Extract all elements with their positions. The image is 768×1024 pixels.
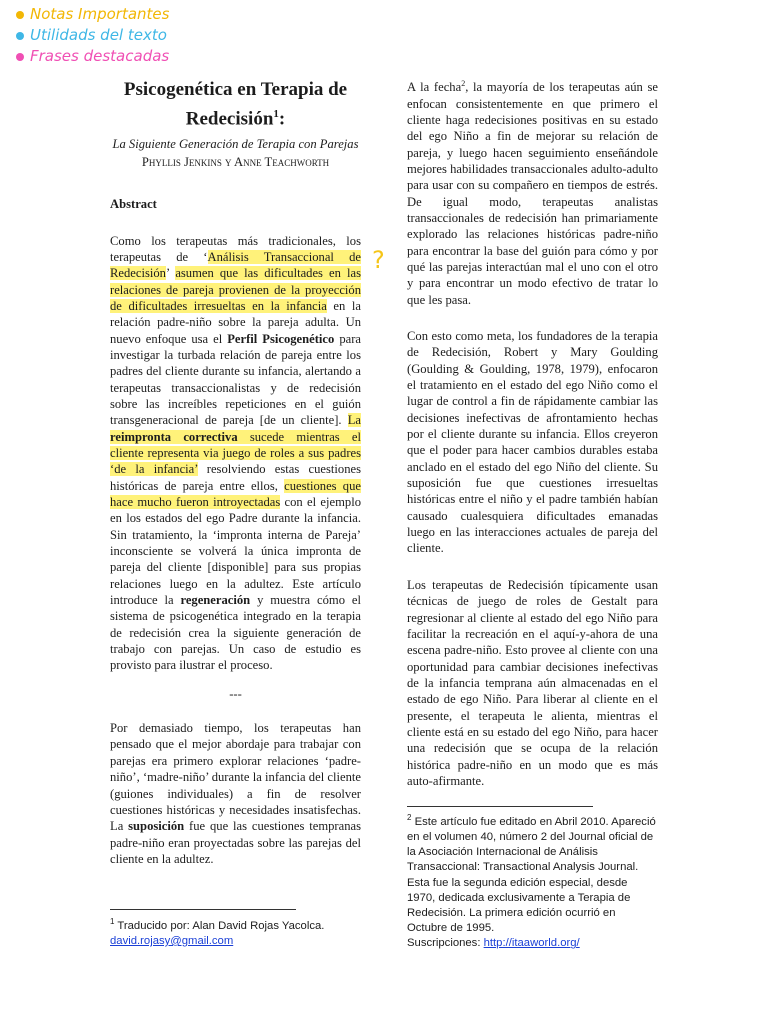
legend-item-important xyxy=(16,4,169,25)
section-separator: --- xyxy=(229,686,242,701)
right-column xyxy=(407,76,658,789)
abstract-heading: Abstract xyxy=(110,197,157,212)
text-run: y muestra cómo el sistema de psicogenética integrado en la terapia de redecisión crea la siguiente generación de trabajo con parejas. Un caso de estudio es provisto para ilustrar el proceso. xyxy=(110,593,361,673)
question-mark-annotation: ? xyxy=(372,246,385,274)
footnote-divider xyxy=(110,909,296,910)
legend-label: Notas Importantes xyxy=(30,5,170,23)
legend-item-utilities xyxy=(16,25,169,46)
bold-term: regeneración xyxy=(180,593,251,608)
text-run: , la mayoría de los terapeutas aún se enfocan consistentemente en que primero el cliente haga redecisiones positivas en su estado del ego Niño a fin de mejorar su relación de pareja, y luego hacen seguimiento enseñándole mejores habilidades transaccionales adulto-adulto para usar con su compañero en tiempos de estrés. De igual modo, terapeutas analistas transaccionales de redecisión han primariamente explorado las relaciones históricas padre-niño para encontrar la base del guión para cómo y por qué las parejas interactúan mal el uno con el otro y para encontrar un modo efectivo de tratar lo que les pasa. xyxy=(407,80,659,307)
yellow-dot-icon xyxy=(16,11,24,19)
bold-term: suposición xyxy=(128,819,185,834)
article-subtitle: La Siguiente Generación de Terapia con Parejas xyxy=(112,137,359,152)
blue-dot-icon xyxy=(16,32,24,40)
abstract-paragraph xyxy=(110,233,361,674)
pink-dot-icon xyxy=(16,53,24,61)
legend-label: Frases destacadas xyxy=(30,47,170,65)
footnote-1: $^1$ Traducido por: Alan David Rojas Yacolca. david.rojasy@gmail.com xyxy=(110,917,325,947)
text-run: Los terapeutas de Redecisión típicamente usan técnicas de juego de roles de Gestalt para regresionar al cliente al estado del ego Niño para facilitar la recreación en el aquí-y-ahora de una escena padre-niño. Esto provee al cliente con una oportunidad para cambiar decisiones inefectivas de la infancia temprana aún almacenadas en el estado de ego Niño. Para liberar al cliente en el presente, el terapeuta le alienta, mientras el cliente está en su estado del ego Niño, para hacer una redecisión que se ocupa de la relación histórica padre-niño en un modo que es más auto-afirmante. xyxy=(407,577,658,788)
text-run: con el ejemplo en los estados del ego Padre durante la infancia. Sin tratamiento, la ‘impronta interna de Pareja’ inconsciente se volverá la única impronta de pareja del cliente [disponible] para sus propias relaciones luego en la adultez. Este artículo introduce la xyxy=(110,495,361,608)
text-run: ’ xyxy=(165,266,176,281)
article-title: Psicogenética en Terapia de Redecisión$^1$: xyxy=(123,79,348,130)
bold-term: Perfil Psicogenético xyxy=(227,331,335,346)
body-paragraph xyxy=(110,720,361,867)
text-run: Por demasiado tiempo, los terapeutas han pensado que el mejor abordaje para trabajar con parejas era primero explorar relaciones ‘padre-niño’, ‘madre-niño’ durante la infancia del cliente (guiones individuales) a fin de resolver cuestiones históricas y necesidades insatisfechas. La xyxy=(110,721,361,834)
footnote-divider xyxy=(407,806,593,807)
body-paragraph xyxy=(407,328,658,557)
text-run: en la relación padre-niño sobre la pareja adulta. Un nuevo enfoque usa el xyxy=(110,298,361,346)
footnote-ref[interactable]: 2 xyxy=(461,79,466,88)
text-run: Con esto como meta, los fundadores de la terapia de Redecisión, Robert y Mary Goulding (Goulding & Goulding, 1978, 1979), enfocaron el tratamiento en el estado del ego Niño como el lugar de control a fin de rápidamente cambiar las decisiones inefectivas de afrontamiento hechas por el cliente durante su infancia. Ellos creyeron que el poder para hacer cambios durables estaba anclado en el estado del ego Niño del cliente. Su suposición fue que cuestiones irresueltas históricas entre el niño y el padre también habían causado cualesquiera dificultades emanadas luego en las interacciones actuales de pareja del cliente. xyxy=(407,329,658,556)
footnote-ref[interactable]: 1 xyxy=(273,108,279,120)
highlighted-text: La xyxy=(347,413,361,428)
legend-label: Utilidads del texto xyxy=(30,26,167,44)
article-authors: Phyllis Jenkins y Anne Teachworth xyxy=(141,154,330,169)
email-link[interactable]: david.rojasy@gmail.com xyxy=(110,934,234,947)
left-column xyxy=(110,76,361,867)
text-run: Como los terapeutas más tradicionales, los terapeutas de ‘ xyxy=(110,233,361,264)
subscriptions-link[interactable]: http://itaaworld.org/ xyxy=(483,937,580,950)
highlighted-text: Análisis Transaccional de Redecisión xyxy=(110,249,361,281)
highlighted-bold-text: reimpronta correctiva xyxy=(110,429,238,444)
legend-item-phrases xyxy=(16,46,169,67)
text-run: A la fecha xyxy=(407,80,462,95)
footnote-2: $^2$ Este artículo fue editado en Abril 2010. Apareció en el volumen 40, número 2 del Journal oficial de la Asociación Internacional de Análisis Transaccional: Transactional Analysis Journal. Esta fue la segunda edición especial, desde 1970, dedicada exclusivamente a Terapia de Redecisión. La primera edición ocurrió en Octubre de 1995. Suscripciones: http://itaaworld.org/ xyxy=(407,813,656,950)
text-run: fue que las cuestiones tempranas padre-niño eran proyectadas sobre las parejas del cliente en la adultez. xyxy=(110,819,361,866)
annotation-legend xyxy=(16,4,169,67)
body-paragraph xyxy=(407,76,658,308)
body-paragraph xyxy=(407,577,658,789)
text-run: para investigar la turbada relación de pareja entre los padres del cliente durante su infancia, alertando a terapeutas transaccionalistas y de redecisión sobre las increíbles repeticiones en el guión transgeneracional de pareja [de un cliente]. xyxy=(110,331,361,428)
text-run: resolviendo estas cuestiones históricas de pareja entre ellos, xyxy=(110,462,361,493)
highlighted-text: cuestiones que hace mucho fueron introyectadas xyxy=(110,478,361,510)
highlighted-text: sucede mientras el cliente representa via juego de roles a sus padres ‘de la infancia’ xyxy=(110,429,361,477)
highlighted-text: asumen que las dificultades en las relaciones de pareja provienen de la proyección de dificultades irresueltas en la infancia xyxy=(110,266,361,313)
